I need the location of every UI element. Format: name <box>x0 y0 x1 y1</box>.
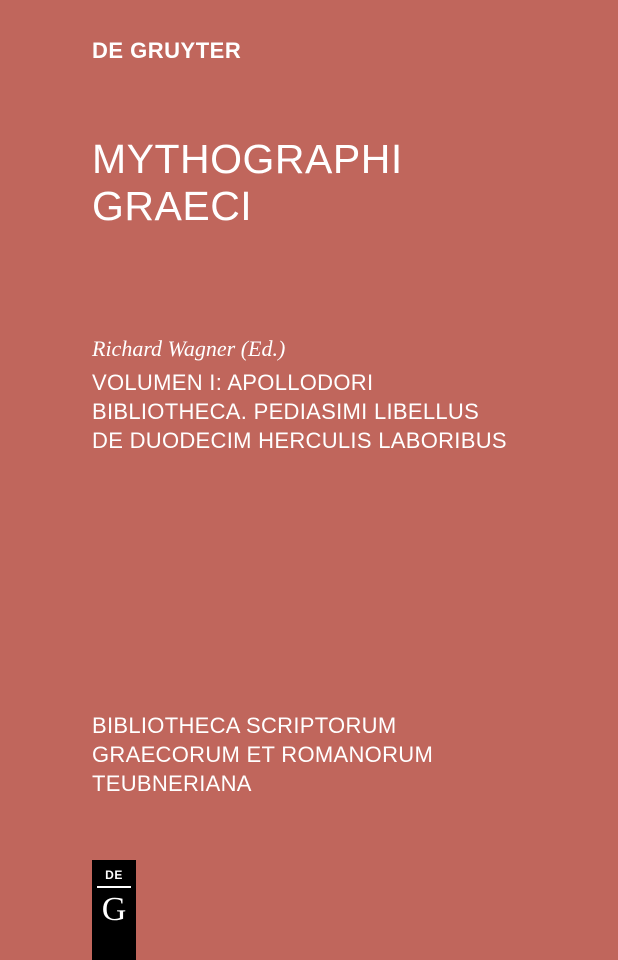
series-line: GRAECORUM ET ROMANORUM <box>92 742 434 767</box>
book-title <box>92 136 403 230</box>
publisher-name: DE GRUYTER <box>92 38 242 63</box>
series-title <box>92 711 433 798</box>
book-title-line: MYTHOGRAPHI <box>92 136 403 182</box>
subtitle-line: VOLUMEN I: APOLLODORI <box>92 370 374 395</box>
book-subtitle <box>92 368 507 455</box>
logo-g-letter: G <box>101 891 127 928</box>
subtitle-line: BIBLIOTHECA. PEDIASIMI LIBELLUS <box>92 399 480 424</box>
publisher-logo <box>92 860 136 960</box>
editor-credit: Richard Wagner (Ed.) <box>92 336 286 361</box>
series-line: TEUBNERIANA <box>92 771 252 796</box>
logo-de-text: DE <box>105 868 123 882</box>
logo-divider <box>97 886 131 888</box>
series-line: BIBLIOTHECA SCRIPTORUM <box>92 713 397 738</box>
book-title-line: GRAECI <box>92 183 253 229</box>
subtitle-line: DE DUODECIM HERCULIS LABORIBUS <box>92 428 507 453</box>
